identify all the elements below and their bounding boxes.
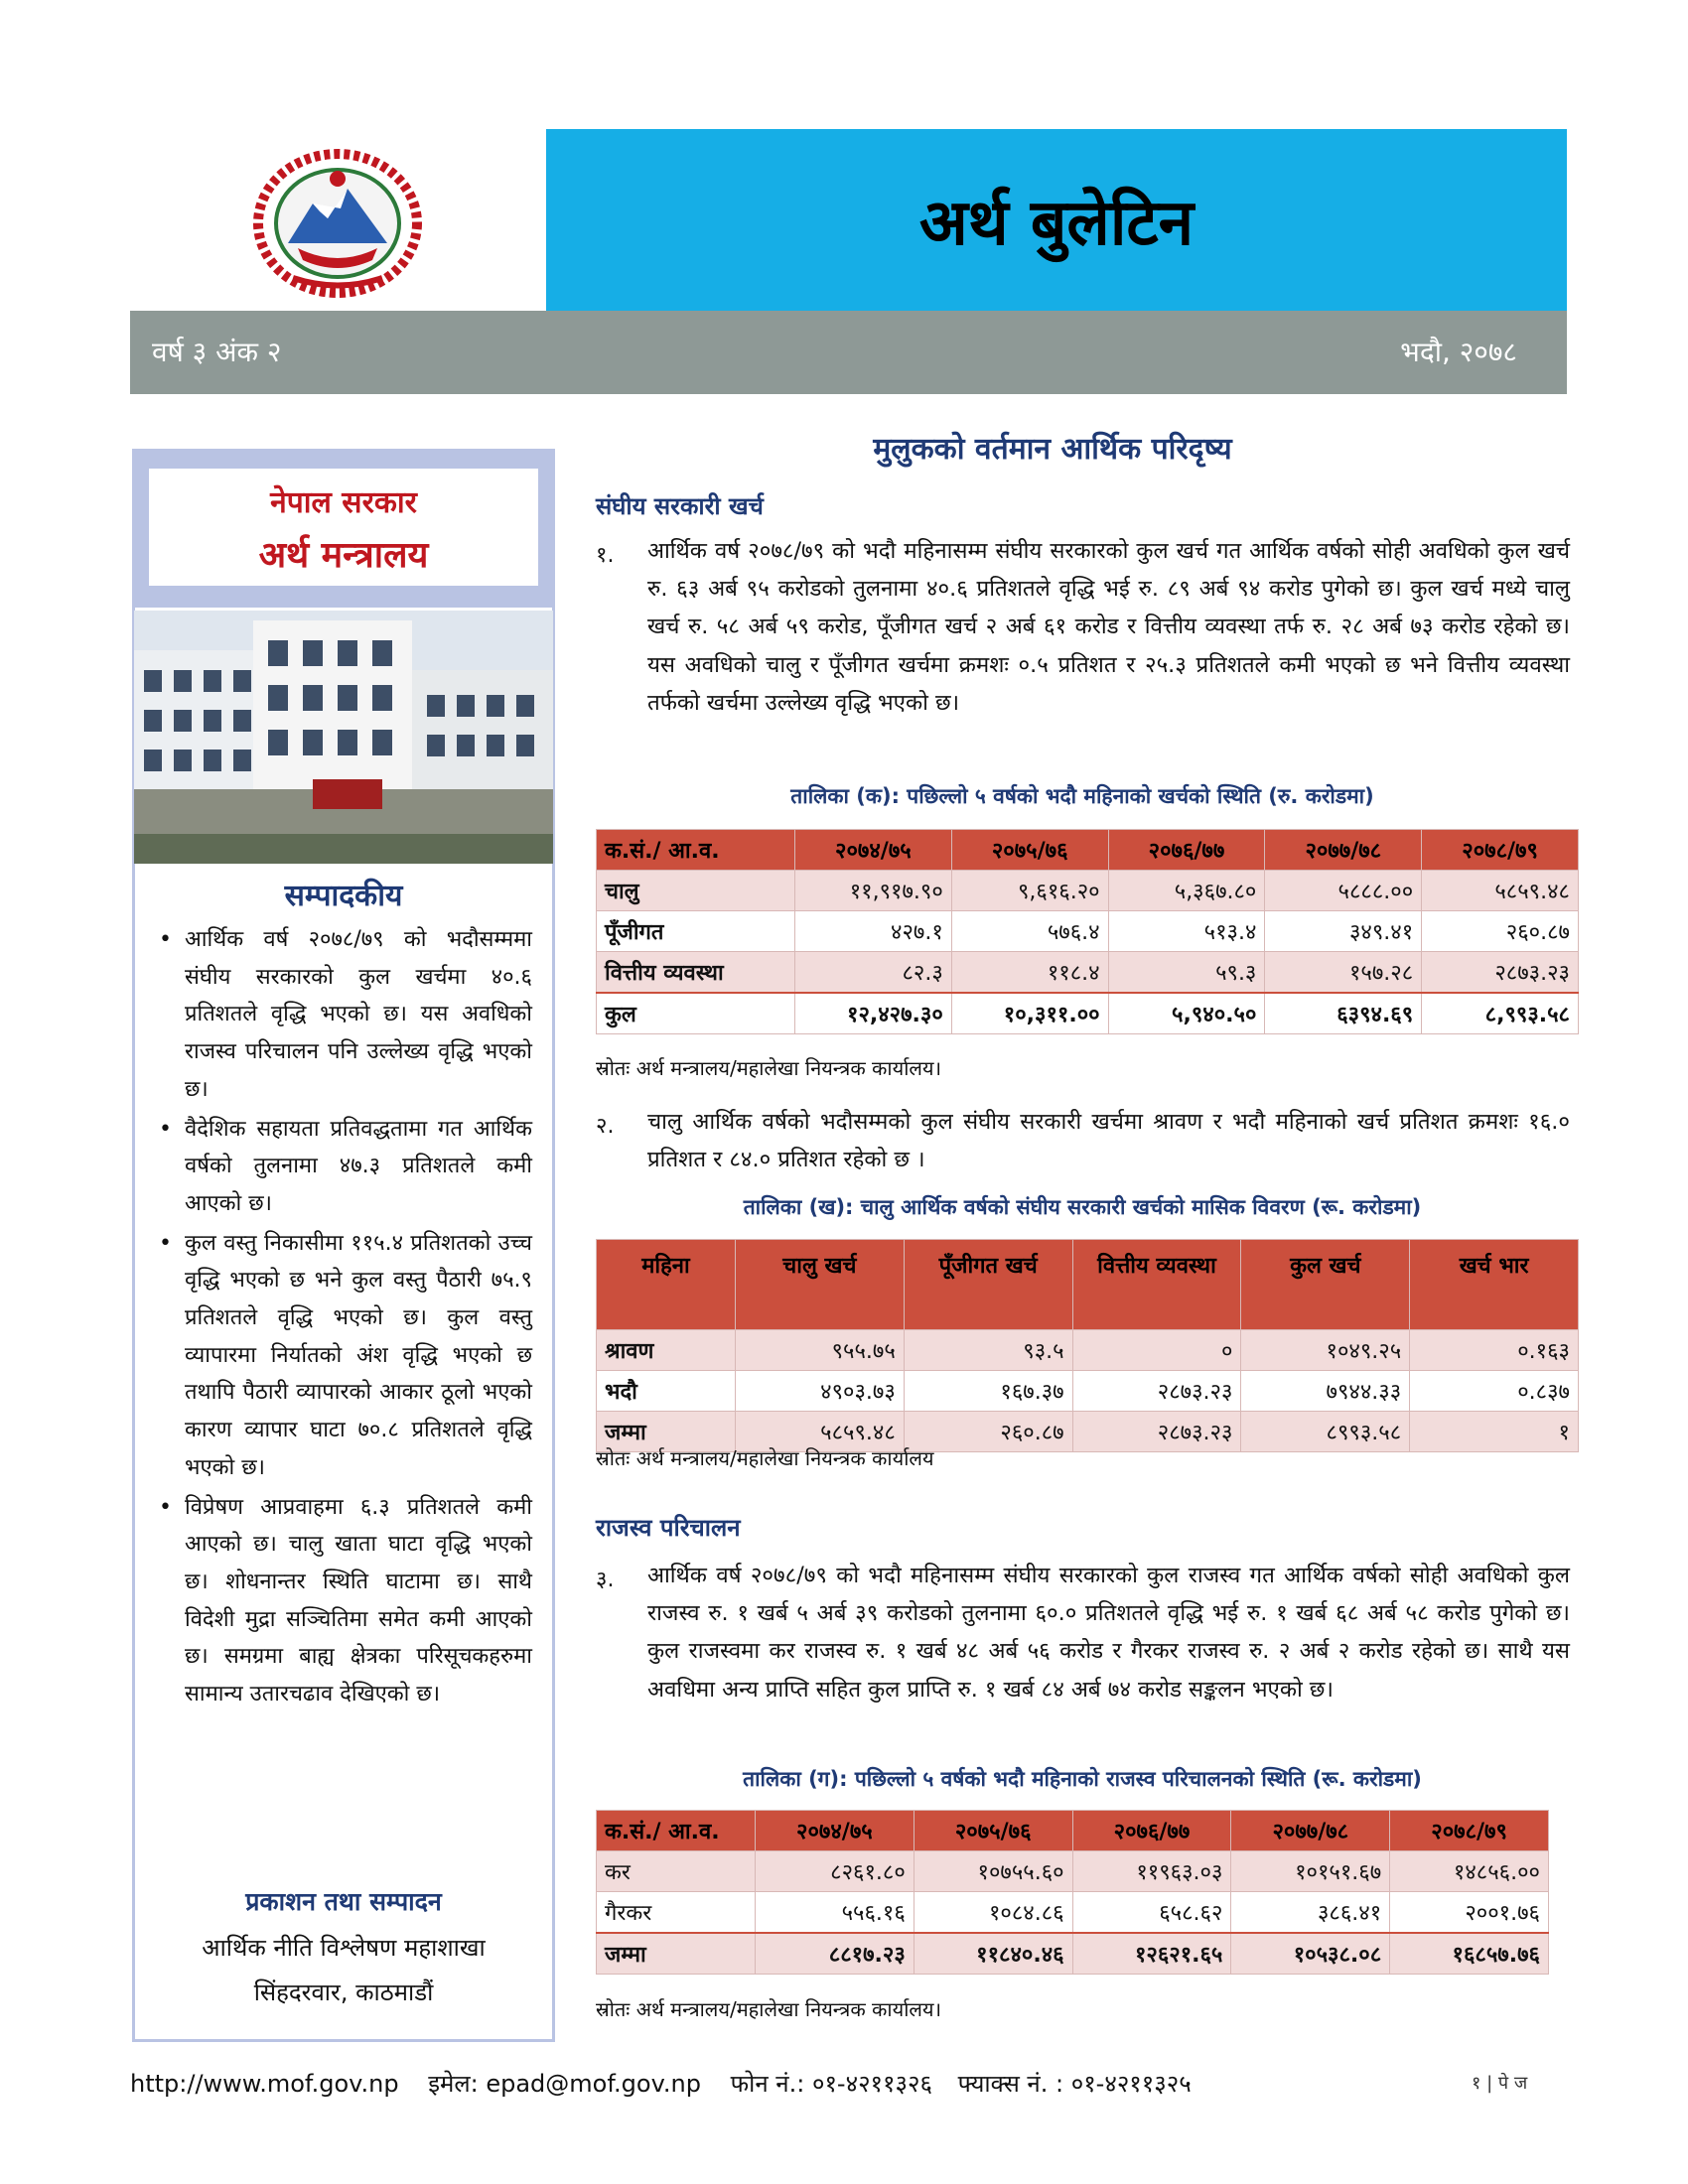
section-heading-revenue: राजस्व परिचालन [596,1514,741,1542]
table-cell: १०४९.२५ [1241,1330,1410,1371]
government-name: नेपाल सरकार [270,485,417,520]
page-number: १ | पे ज [1472,2073,1528,2094]
table-cell: ८२.३ [795,952,952,994]
table-cell: ५,९४०.५० [1108,993,1265,1034]
table-cell: ९५५.७५ [736,1330,905,1371]
table-header-cell: महिना [597,1240,736,1330]
table-cell: ०.१६३ [1410,1330,1579,1371]
table-header-cell: २०७६/७७ [1108,830,1265,871]
table-cell: ५८८८.०० [1265,871,1422,911]
footer [130,2067,1570,2100]
footer-email: इमेल: epad@mof.gov.np [428,2070,701,2098]
table-c-source: स्रोतः अर्थ मन्त्रालय/महालेखा नियन्त्रक कार्यालय। [596,1997,942,2021]
paragraph-number: २. [596,1114,615,1139]
table-header-cell: खर्च भार [1410,1240,1579,1330]
table-cell: ४२७.१ [795,911,952,952]
editorial-item: • कुल वस्तु निकासीमा ११५.४ प्रतिशतको उच्च वृद्धि भएको छ भने कुल वस्तु पैठारी ७५.९ प्रतिशतले वृद्धि भएको छ। कुल वस्तु व्यापारमा निर्यातको अंश वृद्धि भएको छ तथापि पैठारी व्यापारको आकार ठूलो भएको कारण व्यापार घाटा ७०.८ प्रतिशतले वृद्धि भएको छ। [147,1225,532,1487]
table-cell: ५७६.४ [951,911,1108,952]
issue-number: वर्ष ३ अंक २ [152,336,282,368]
table-cell: ९३.५ [904,1330,1072,1371]
paragraph-number: ३. [596,1568,615,1592]
ministry-name-panel [149,469,538,586]
table-header-cell: २०७४/७५ [795,830,952,871]
table-total-row [597,1933,1549,1975]
table-header-cell: २०७८/७९ [1390,1811,1549,1851]
table-cell: ५८५९.४८ [1422,871,1579,911]
bulletin-title-bar [546,129,1567,311]
paragraph-revenue: आर्थिक वर्ष २०७८/७९ को भदौ महिनासम्म संघीय सरकारको कुल राजस्व गत आर्थिक वर्षको सोही अवधिको कुल राजस्व रु. १ खर्ब ५ अर्ब ३९ करोडको तुलनामा ६०.० प्रतिशतले वृद्धि भई रु. १ खर्ब ६८ अर्ब ५८ करोड पुगेको छ। कुल राजस्वमा कर राजस्व रु. १ खर्ब ४८ अर्ब ५६ करोड र गैरकर राजस्व रु. २ अर्ब २ करोड रहेको छ। साथै यस अवधिमा अन्य प्राप्ति सहित कुल प्राप्ति रु. १ खर्ब ८४ अर्ब ७४ करोड सङ्कलन भएको छ। [647,1563,1570,1703]
table-row [597,911,1579,952]
table-header-row [597,1240,1579,1330]
table-cell: १०१५१.६७ [1231,1851,1390,1892]
table-header-row [597,1811,1549,1851]
table-cell: १६८५७.७६ [1390,1933,1549,1975]
table-cell: पूँजीगत [597,911,795,952]
footer-phone: फोन नं.: ०१-४२११३२६ [730,2070,932,2098]
table-row [597,1892,1549,1934]
table-header-cell: पूँजीगत खर्च [904,1240,1072,1330]
table-header-cell: २०७८/७९ [1422,830,1579,871]
table-cell: ३४९.४१ [1265,911,1422,952]
issue-bar [130,311,1567,394]
table-header-cell: २०७४/७५ [756,1811,914,1851]
table-header-cell: २०७६/७७ [1072,1811,1231,1851]
table-cell: ५१३.४ [1108,911,1265,952]
table-cell: ११८४०.४६ [914,1933,1072,1975]
table-cell: ८२६१.८० [756,1851,914,1892]
table-cell: ९,६१६.२० [951,871,1108,911]
table-row [597,952,1579,994]
issue-date: भदौ, २०७८ [1400,336,1517,368]
table-cell: ११८.४ [951,952,1108,994]
table-row [597,871,1579,911]
table-cell: १ [1410,1412,1579,1452]
editorial-item: • आर्थिक वर्ष २०७८/७९ को भदौसम्ममा संघीय सरकारको कुल खर्चमा ४०.६ प्रतिशतले वृद्धि भएको छ। यस अवधिको राजस्व परिचालन पनि उल्लेख्य वृद्धि भएको छ। [147,921,532,1109]
editorial-item: • वैदेशिक सहायता प्रतिवद्धतामा गत आर्थिक वर्षको तुलनामा ४७.३ प्रतिशतले कमी आएको छ। [147,1111,532,1223]
table-cell: १४८५६.०० [1390,1851,1549,1892]
table-cell: १२६२१.६५ [1072,1933,1231,1975]
table-cell: भदौ [597,1371,736,1412]
editorial-heading: सम्पादकीय [284,879,403,913]
ministry-building-photo [134,611,553,864]
table-cell: १२,४२७.३० [795,993,952,1034]
table-cell: २८७३.२३ [1422,952,1579,994]
table-cell: जम्मा [597,1933,756,1975]
editorial-list [147,921,532,1715]
table-cell: १०७५५.६० [914,1851,1072,1892]
table-header-cell: २०७७/७८ [1265,830,1422,871]
website-link[interactable]: http://www.mof.gov.np [130,2070,399,2098]
table-a-caption: तालिका (क): पछिल्लो ५ वर्षको भदौ महिनाको खर्चको स्थिति (रु. करोडमा) [790,784,1374,808]
table-a-source: स्रोतः अर्थ मन्त्रालय/महालेखा नियन्त्रक कार्यालय। [596,1056,942,1080]
section-heading-expenditure: संघीय सरकारी खर्च [596,492,764,520]
table-cell: ० [1072,1330,1241,1371]
table-cell: ५,३६७.८० [1108,871,1265,911]
table-cell: २६०.८७ [1422,911,1579,952]
table-cell: ६५८.६२ [1072,1892,1231,1934]
table-cell: २६०.८७ [904,1412,1072,1452]
table-cell: २००१.७६ [1390,1892,1549,1934]
table-row [597,1851,1549,1892]
table-cell: ६३९४.६९ [1265,993,1422,1034]
table-cell: १०८४.८६ [914,1892,1072,1934]
table-header-cell: चालु खर्च [736,1240,905,1330]
table-monthly-expenditure [596,1239,1579,1452]
table-cell: गैरकर [597,1892,756,1934]
table-cell: कर [597,1851,756,1892]
table-b-caption: तालिका (ख): चालु आर्थिक वर्षको संघीय सरकारी खर्चको मासिक विवरण (रू. करोडमा) [743,1195,1422,1219]
table-revenue-5yr [596,1810,1549,1975]
table-cell: ५९.३ [1108,952,1265,994]
table-cell: ०.८३७ [1410,1371,1579,1412]
publication-division: आर्थिक नीति विश्लेषण महाशाखा [202,1934,486,1962]
table-header-cell: क.सं./ आ.व. [597,1811,756,1851]
table-cell: ७९४४.३३ [1241,1371,1410,1412]
table-cell: ८९९३.५८ [1241,1412,1410,1452]
table-cell: १६७.३७ [904,1371,1072,1412]
table-header-cell: २०७७/७८ [1231,1811,1390,1851]
table-header-cell: क.सं./ आ.व. [597,830,795,871]
ministry-name: अर्थ मन्त्रालय [258,535,429,576]
table-header-cell: कुल खर्च [1241,1240,1410,1330]
table-cell: ३८६.४१ [1231,1892,1390,1934]
table-total-row [597,993,1579,1034]
table-b-source: स्रोतः अर्थ मन्त्रालय/महालेखा नियन्त्रक कार्यालय [596,1446,934,1470]
table-cell: १५७.२८ [1265,952,1422,994]
paragraph-number: १. [596,543,615,568]
table-header-cell: २०७५/७६ [951,830,1108,871]
table-header-cell: २०७५/७६ [914,1811,1072,1851]
bulletin-title: अर्थ बुलेटिन [918,187,1195,260]
main-title: मुलुकको वर्तमान आर्थिक परिदृष्य [873,432,1232,467]
footer-fax: फ्याक्स नं. : ०१-४२११३२५ [957,2070,1192,2098]
table-header-cell: वित्तीय व्यवस्था [1072,1240,1241,1330]
table-cell: ८,९९३.५८ [1422,993,1579,1034]
table-cell: ५५६.१६ [756,1892,914,1934]
paragraph-expenditure: आर्थिक वर्ष २०७८/७९ को भदौ महिनासम्म संघीय सरकारको कुल खर्च गत आर्थिक वर्षको सोही अवधिको कुल खर्च रु. ६३ अर्ब ९५ करोडको तुलनामा ४०.६ प्रतिशतले वृद्धि भई रु. ८९ अर्ब ९४ करोड पुगेको छ। कुल खर्च मध्ये चालु खर्च रु. ५८ अर्ब ५९ करोड, पूँजीगत खर्च २ अर्ब ६१ करोड र वित्तीय व्यवस्था तर्फ रु. २८ अर्ब ७३ करोड रहेको छ। यस अवधिको चालु र पूँजीगत खर्चमा क्रमशः ०.५ प्रतिशत र २५.३ प्रतिशतले कमी भएको छ भने वित्तीय व्यवस्था तर्फको खर्चमा उल्लेख्य वृद्धि भएको छ। [647,538,1570,716]
table-cell: चालु [597,871,795,911]
table-cell: २८७३.२३ [1072,1371,1241,1412]
table-row [597,1330,1579,1371]
table-cell: १०५३८.०८ [1231,1933,1390,1975]
table-c-caption: तालिका (ग): पछिल्लो ५ वर्षको भदौ महिनाको राजस्व परिचालनको स्थिति (रू. करोडमा) [743,1767,1422,1791]
table-cell: ८८१७.२३ [756,1933,914,1975]
table-cell: ११९६३.०३ [1072,1851,1231,1892]
publication-heading: प्रकाशन तथा सम्पादन [245,1887,442,1916]
editorial-item: • विप्रेषण आप्रवाहमा ६.३ प्रतिशतले कमी आएको छ। चालु खाता घाटा वृद्धि भएको छ। शोधनान्तर स्थिति घाटामा छ। साथै विदेशी मुद्रा सञ्चितिमा समेत कमी आएको छ। समग्रमा बाह्य क्षेत्रका परिसूचकहरुमा सामान्य उतारचढाव देखिएको छ। [147,1489,532,1713]
table-cell: ४९०३.७३ [736,1371,905,1412]
table-row [597,1371,1579,1412]
table-cell: श्रावण [597,1330,736,1371]
table-cell: कुल [597,993,795,1034]
table-cell: २८७३.२३ [1072,1412,1241,1452]
table-cell: ११,९१७.९० [795,871,952,911]
publication-address: सिंहदरवार, काठमाडौं [253,1979,434,2006]
table-cell: जम्मा [597,1412,736,1452]
paragraph-monthly-share: चालु आर्थिक वर्षको भदौसम्मको कुल संघीय सरकारी खर्चमा श्रावण र भदौ महिनाको खर्च प्रतिशत क्रमशः १६.० प्रतिशत र ८४.० प्रतिशत रहेको छ । [647,1109,1570,1173]
nepal-emblem-logo [253,149,422,298]
table-header-row [597,830,1579,871]
table-cell: ५८५९.४८ [736,1412,905,1452]
table-cell: १०,३११.०० [951,993,1108,1034]
table-cell: वित्तीय व्यवस्था [597,952,795,994]
table-expenditure-5yr [596,829,1579,1034]
